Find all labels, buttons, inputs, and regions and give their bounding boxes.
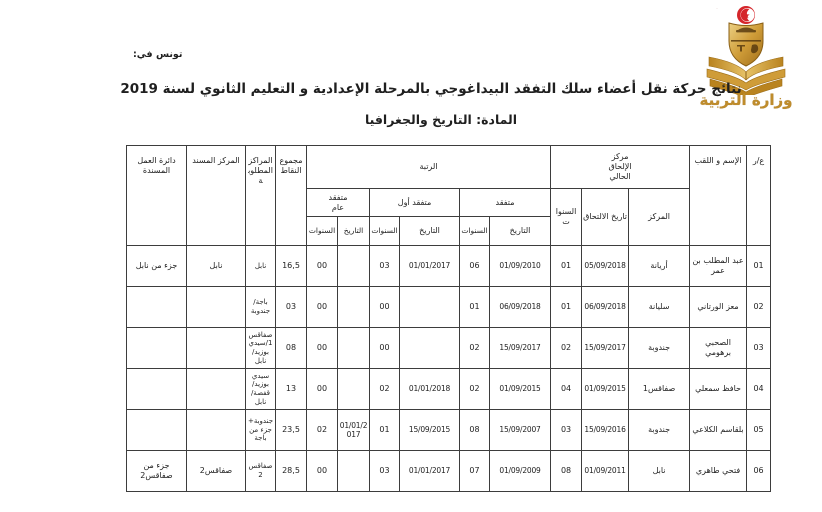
cell-general-date — [338, 369, 370, 410]
cell-join-years: 02 — [551, 328, 582, 369]
cell-points: 28,5 — [276, 451, 307, 492]
cell-inspector-date: 01/09/2009 — [490, 451, 551, 492]
col-header-general-date: التاريخ — [338, 217, 370, 246]
table-row — [127, 328, 771, 369]
cell-first-years: 03 — [370, 246, 400, 287]
cell-center: جندوبة — [629, 410, 690, 451]
col-header-inspector-years: السنوات — [460, 217, 490, 246]
cell-general-years: 00 — [307, 451, 338, 492]
cell-requested-centers: سيدي بوزيد/قفصة/نابل — [246, 369, 276, 410]
cell-join-years: 04 — [551, 369, 582, 410]
cell-inspector-years: 02 — [460, 369, 490, 410]
cell-num: 03 — [747, 328, 771, 369]
cell-assigned-center — [187, 328, 246, 369]
ministry-name: وزارة التربية — [699, 91, 793, 109]
cell-center: صفاقس1 — [629, 369, 690, 410]
cell-first-years: 03 — [370, 451, 400, 492]
cell-inspector-date: 15/09/2007 — [490, 410, 551, 451]
results-table — [126, 145, 771, 492]
cell-assigned-district — [127, 328, 187, 369]
cell-assigned-district — [127, 287, 187, 328]
cell-num: 01 — [747, 246, 771, 287]
col-header-general-years: السنوات — [307, 217, 338, 246]
cell-first-years: 00 — [370, 328, 400, 369]
cell-requested-centers: باجة/جندوبة — [246, 287, 276, 328]
cell-points: 16,5 — [276, 246, 307, 287]
cell-name: حافظ سمعلي — [690, 369, 747, 410]
col-header-assigned-center: المركز المسند — [187, 146, 246, 246]
cell-general-date — [338, 451, 370, 492]
cell-general-years: 00 — [307, 369, 338, 410]
cell-assigned-district — [127, 369, 187, 410]
cell-assigned-center — [187, 287, 246, 328]
cell-points: 08 — [276, 328, 307, 369]
cell-requested-centers: صفاقس 2 — [246, 451, 276, 492]
cell-join-date: 01/09/2011 — [582, 451, 629, 492]
table-row — [127, 246, 771, 287]
cell-first-years: 02 — [370, 369, 400, 410]
cell-points: 03 — [276, 287, 307, 328]
cell-general-years: 00 — [307, 246, 338, 287]
cell-join-date: 06/09/2018 — [582, 287, 629, 328]
cell-inspector-years: 07 — [460, 451, 490, 492]
cell-inspector-years: 02 — [460, 328, 490, 369]
cell-join-date: 15/09/2017 — [582, 328, 629, 369]
cell-join-date: 01/09/2015 — [582, 369, 629, 410]
cell-assigned-center — [187, 369, 246, 410]
cell-inspector-years: 06 — [460, 246, 490, 287]
col-header-rank-first-inspector: متفقد أول — [370, 189, 460, 217]
cell-name: معز الورتاني — [690, 287, 747, 328]
cell-first-date: 15/09/2015 — [400, 410, 460, 451]
col-header-inspector-date: التاريخ — [490, 217, 551, 246]
col-header-rank-group: الرتبة — [307, 146, 551, 189]
cell-first-date — [400, 287, 460, 328]
cell-first-date: 01/01/2017 — [400, 246, 460, 287]
col-header-name: الإسم و اللقب — [690, 146, 747, 246]
cell-assigned-center: صفاقس2 — [187, 451, 246, 492]
col-header-assigned-district: دائرة العمل المسندة — [127, 146, 187, 246]
col-header-join-years: السنوات — [551, 189, 582, 246]
cell-first-years: 00 — [370, 287, 400, 328]
cell-inspector-date: 01/09/2010 — [490, 246, 551, 287]
cell-num: 05 — [747, 410, 771, 451]
cell-join-years: 01 — [551, 287, 582, 328]
cell-assigned-center: نابل — [187, 246, 246, 287]
col-header-num: ع/ر — [747, 146, 771, 246]
cell-inspector-date: 15/09/2017 — [490, 328, 551, 369]
table-row — [127, 410, 771, 451]
cell-requested-centers: جندوبة+جزء من باجة — [246, 410, 276, 451]
col-header-rank-inspector: متفقد — [460, 189, 551, 217]
cell-join-years: 01 — [551, 246, 582, 287]
cell-join-years: 03 — [551, 410, 582, 451]
cell-center: نابل — [629, 451, 690, 492]
cell-join-years: 08 — [551, 451, 582, 492]
cell-points: 23,5 — [276, 410, 307, 451]
cell-inspector-years: 01 — [460, 287, 490, 328]
cell-general-years: 00 — [307, 328, 338, 369]
subject-line: المادة: التاريخ والجغرافيا — [364, 112, 518, 127]
cell-inspector-date: 01/09/2015 — [490, 369, 551, 410]
cell-requested-centers: نابل — [246, 246, 276, 287]
cell-inspector-date: 06/09/2018 — [490, 287, 551, 328]
col-header-current-center-group: مركز الإلحاق الحالي — [551, 146, 690, 189]
table-row — [127, 451, 771, 492]
cell-first-years: 01 — [370, 410, 400, 451]
cell-inspector-years: 08 — [460, 410, 490, 451]
cell-general-date — [338, 287, 370, 328]
cell-first-date: 01/01/2018 — [400, 369, 460, 410]
cell-name: عبد المطلب بن عمر — [690, 246, 747, 287]
col-header-center: المركز — [629, 189, 690, 246]
cell-assigned-district — [127, 410, 187, 451]
col-header-first-years: السنوات — [370, 217, 400, 246]
cell-general-date — [338, 328, 370, 369]
cell-first-date: 01/01/2017 — [400, 451, 460, 492]
cell-num: 02 — [747, 287, 771, 328]
cell-assigned-center — [187, 410, 246, 451]
cell-general-date: 01/01/2017 — [338, 410, 370, 451]
cell-num: 06 — [747, 451, 771, 492]
cell-center: جندوبة — [629, 328, 690, 369]
col-header-first-date: التاريخ — [400, 217, 460, 246]
cell-name: فتحي طاهري — [690, 451, 747, 492]
cell-name: الصحبي برهومي — [690, 328, 747, 369]
col-header-requested-centers: المراكز المطلوبة — [246, 146, 276, 246]
document-title: نتائج حركة نقل أعضاء سلك التفقد البيداغوجي بالمرحلة الإعدادية و التعليم الثانوي لسنة 2019 — [120, 81, 742, 97]
cell-first-date — [400, 328, 460, 369]
cell-general-years: 02 — [307, 410, 338, 451]
cell-assigned-district: جزء من نابل — [127, 246, 187, 287]
cell-center: أريانة — [629, 246, 690, 287]
cell-points: 13 — [276, 369, 307, 410]
cell-num: 04 — [747, 369, 771, 410]
cell-requested-centers: صفاقس1/سيدي بوزيد/نابل — [246, 328, 276, 369]
col-header-total-points: مجموع النقاط — [276, 146, 307, 246]
table-row — [127, 369, 771, 410]
table-row — [127, 287, 771, 328]
cell-center: سليانة — [629, 287, 690, 328]
cell-name: بلقاسم الكلاعي — [690, 410, 747, 451]
cell-assigned-district: جزء من صفاقس2 — [127, 451, 187, 492]
cell-general-date — [338, 246, 370, 287]
col-header-join-date: تاريخ الالتحاق — [582, 189, 629, 246]
letterhead-place-date: تونس في: — [133, 49, 183, 60]
cell-general-years: 00 — [307, 287, 338, 328]
cell-join-date: 15/09/2016 — [582, 410, 629, 451]
cell-join-date: 05/09/2018 — [582, 246, 629, 287]
col-header-rank-general-inspector: متفقد عام — [307, 189, 370, 217]
